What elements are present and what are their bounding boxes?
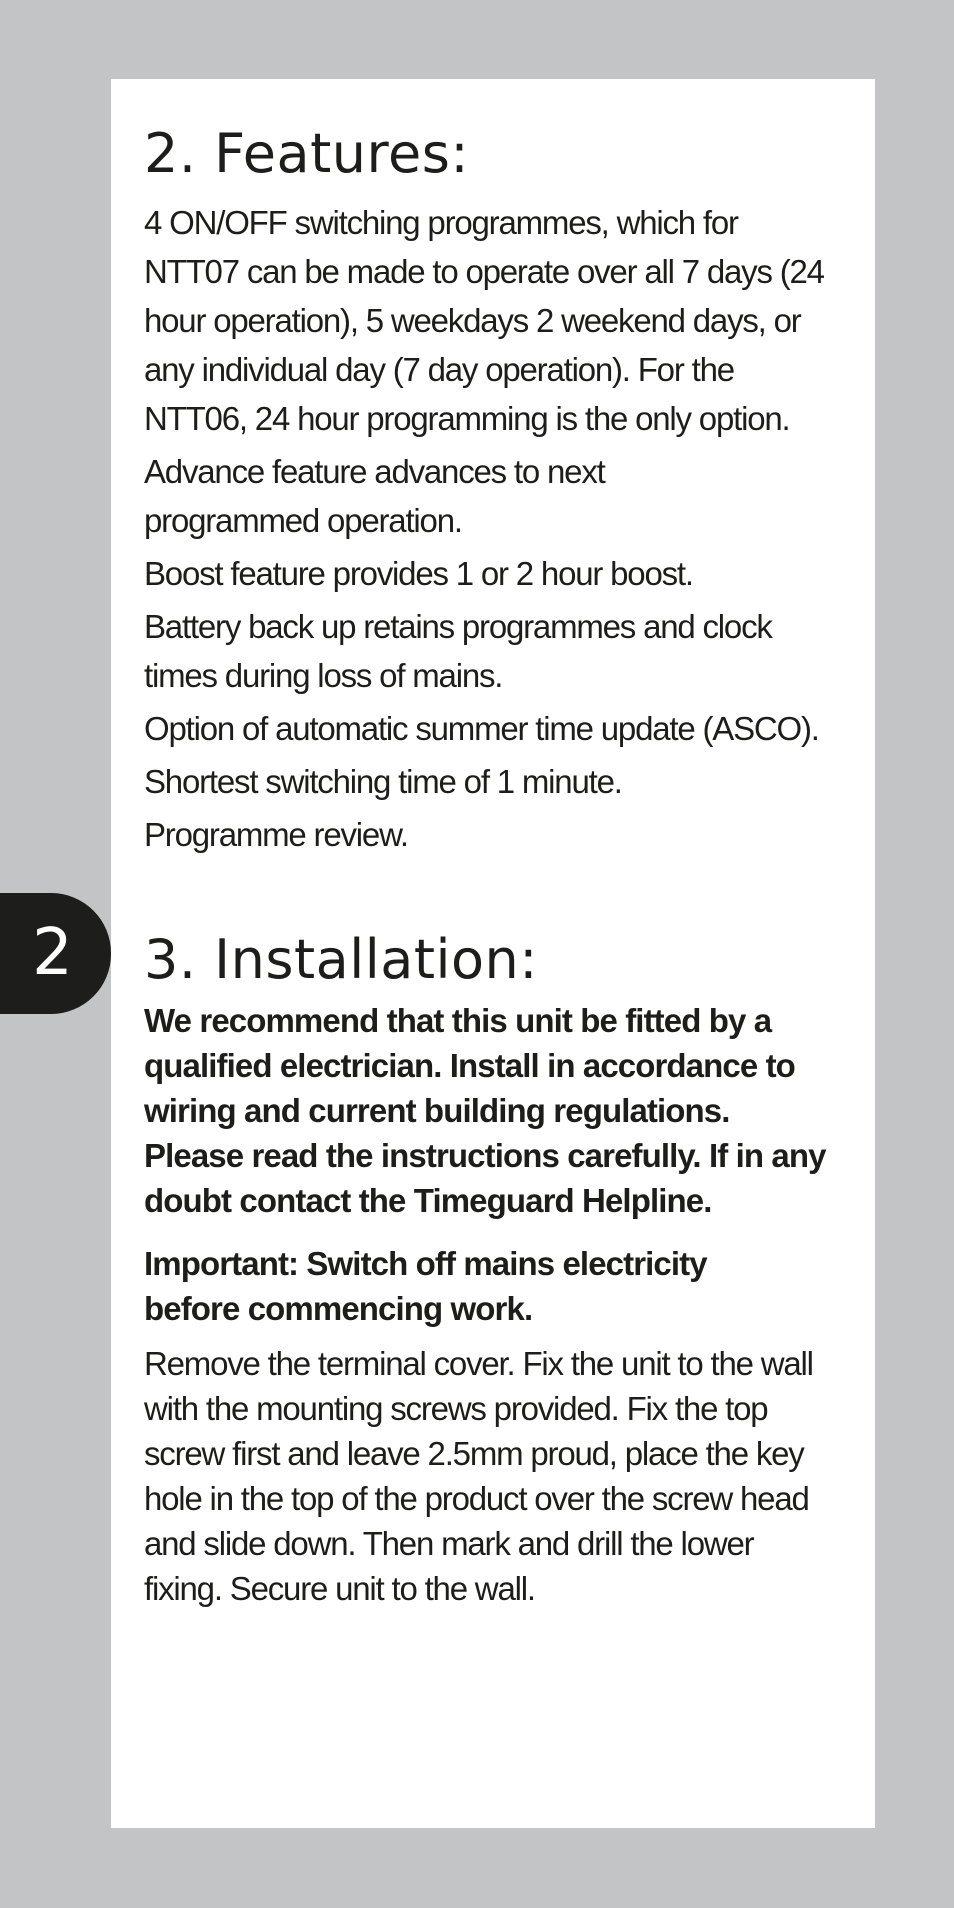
page-number-tab <box>0 893 111 1014</box>
features-section <box>144 122 834 859</box>
features-programmes-paragraph: 4 ON/OFF switching programmes, which for NTT07 can be made to operate over all 7 days (24 hour operation), 5 weekdays 2 weekend days, or any individual day (7 day operation). For the NTT06, 24 hour programming is the only option. <box>144 204 824 437</box>
features-heading: 2. Features: <box>144 122 470 185</box>
page-number: 2 <box>32 916 73 990</box>
features-asco-paragraph: Option of automatic summer time update (ASCO). <box>144 710 819 747</box>
features-review-paragraph: Programme review. <box>144 816 408 853</box>
features-switching-time-paragraph: Shortest switching time of 1 minute. <box>144 763 622 800</box>
features-boost-paragraph: Boost feature provides 1 or 2 hour boost. <box>144 555 693 592</box>
installation-section <box>144 928 834 1611</box>
features-battery-paragraph: Battery back up retains programmes and clock times during loss of mains. <box>144 608 772 694</box>
features-advance-paragraph: Advance feature advances to next programmed operation. <box>144 453 605 539</box>
installation-recommendation: We recommend that this unit be fitted by a qualified electrician. Install in accordance to wiring and current building regulations. Please read the instructions carefully. If in any doubt contact the Timeguard Helpline. <box>144 1002 826 1219</box>
installation-heading: 3. Installation: <box>144 928 538 991</box>
installation-important-notice: Important: Switch off mains electricity before commencing work. <box>144 1245 707 1327</box>
installation-instructions: Remove the terminal cover. Fix the unit to the wall with the mounting screws provided. Fix the top screw first and leave 2.5mm proud, place the key hole in the top of the product over the screw head and slide down. Then mark and drill the lower fixing. Secure unit to the wall. <box>144 1345 813 1607</box>
